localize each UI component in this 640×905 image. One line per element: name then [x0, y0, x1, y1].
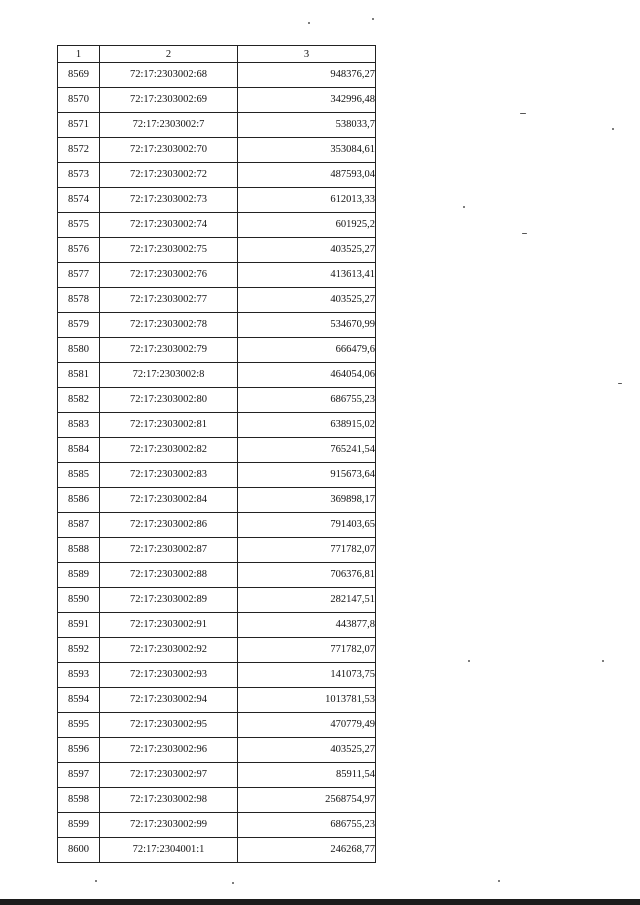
table-row [58, 138, 376, 163]
value-cell: 538033,7 [238, 113, 376, 138]
value-cell: 487593,04 [238, 163, 376, 188]
value-cell: 1013781,53 [238, 688, 376, 713]
header-row [58, 46, 376, 63]
cadastral-number-cell: 72:17:2303002:96 [100, 738, 238, 763]
table-row [58, 613, 376, 638]
value-cell: 141073,75 [238, 663, 376, 688]
cadastral-number-cell: 72:17:2304001:1 [100, 838, 238, 863]
value-cell: 2568754,97 [238, 788, 376, 813]
cadastral-number-cell: 72:17:2303002:82 [100, 438, 238, 463]
row-number-cell: 8600 [58, 838, 100, 863]
cadastral-number-cell: 72:17:2303002:86 [100, 513, 238, 538]
row-number-cell: 8593 [58, 663, 100, 688]
value-cell: 464054,06 [238, 363, 376, 388]
value-cell: 443877,8 [238, 613, 376, 638]
cadastral-number-cell: 72:17:2303002:97 [100, 763, 238, 788]
table-row [58, 63, 376, 88]
table-row [58, 163, 376, 188]
table-row [58, 288, 376, 313]
cadastral-number-cell: 72:17:2303002:68 [100, 63, 238, 88]
value-cell: 666479,6 [238, 338, 376, 363]
table-row [58, 338, 376, 363]
scan-border [0, 899, 640, 905]
row-number-cell: 8578 [58, 288, 100, 313]
row-number-cell: 8571 [58, 113, 100, 138]
column-header-2: 2 [100, 46, 238, 63]
table-row [58, 113, 376, 138]
table-row [58, 263, 376, 288]
scan-speck [468, 660, 470, 662]
cadastral-number-cell: 72:17:2303002:87 [100, 538, 238, 563]
value-cell: 413613,41 [238, 263, 376, 288]
table-row [58, 413, 376, 438]
table-header [58, 46, 376, 63]
scan-speck [602, 660, 604, 662]
cadastral-number-cell: 72:17:2303002:74 [100, 213, 238, 238]
cadastral-number-cell: 72:17:2303002:78 [100, 313, 238, 338]
table-row [58, 488, 376, 513]
row-number-cell: 8570 [58, 88, 100, 113]
table-row [58, 438, 376, 463]
cadastral-number-cell: 72:17:2303002:70 [100, 138, 238, 163]
scan-speck [612, 128, 614, 130]
table-row [58, 588, 376, 613]
value-cell: 470779,49 [238, 713, 376, 738]
table-row [58, 563, 376, 588]
row-number-cell: 8572 [58, 138, 100, 163]
cadastral-number-cell: 72:17:2303002:93 [100, 663, 238, 688]
row-number-cell: 8589 [58, 563, 100, 588]
value-cell: 353084,61 [238, 138, 376, 163]
row-number-cell: 8579 [58, 313, 100, 338]
value-cell: 601925,2 [238, 213, 376, 238]
column-header-1: 1 [58, 46, 100, 63]
row-number-cell: 8575 [58, 213, 100, 238]
scan-speck [95, 880, 97, 882]
row-number-cell: 8577 [58, 263, 100, 288]
value-cell: 765241,54 [238, 438, 376, 463]
scan-speck [520, 113, 526, 114]
cadastral-number-cell: 72:17:2303002:80 [100, 388, 238, 413]
table-row [58, 363, 376, 388]
cadastral-number-cell: 72:17:2303002:77 [100, 288, 238, 313]
value-cell: 403525,27 [238, 288, 376, 313]
table-row [58, 663, 376, 688]
column-header-3: 3 [238, 46, 376, 63]
row-number-cell: 8576 [58, 238, 100, 263]
cadastral-number-cell: 72:17:2303002:73 [100, 188, 238, 213]
table-row [58, 238, 376, 263]
table-row [58, 463, 376, 488]
table-row [58, 838, 376, 863]
cadastral-number-cell: 72:17:2303002:91 [100, 613, 238, 638]
table-row [58, 738, 376, 763]
cadastral-number-cell: 72:17:2303002:99 [100, 813, 238, 838]
value-cell: 771782,07 [238, 638, 376, 663]
row-number-cell: 8583 [58, 413, 100, 438]
cadastral-number-cell: 72:17:2303002:94 [100, 688, 238, 713]
cadastral-number-cell: 72:17:2303002:69 [100, 88, 238, 113]
cadastral-number-cell: 72:17:2303002:76 [100, 263, 238, 288]
value-cell: 342996,48 [238, 88, 376, 113]
row-number-cell: 8587 [58, 513, 100, 538]
row-number-cell: 8586 [58, 488, 100, 513]
table-row [58, 638, 376, 663]
row-number-cell: 8591 [58, 613, 100, 638]
table-row [58, 513, 376, 538]
row-number-cell: 8573 [58, 163, 100, 188]
value-cell: 612013,33 [238, 188, 376, 213]
row-number-cell: 8569 [58, 63, 100, 88]
cadastral-number-cell: 72:17:2303002:79 [100, 338, 238, 363]
cadastral-number-cell: 72:17:2303002:81 [100, 413, 238, 438]
cadastral-number-cell: 72:17:2303002:98 [100, 788, 238, 813]
value-cell: 403525,27 [238, 238, 376, 263]
cadastral-number-cell: 72:17:2303002:92 [100, 638, 238, 663]
value-cell: 534670,99 [238, 313, 376, 338]
row-number-cell: 8590 [58, 588, 100, 613]
value-cell: 85911,54 [238, 763, 376, 788]
scan-speck [372, 18, 374, 20]
value-cell: 282147,51 [238, 588, 376, 613]
table-row [58, 88, 376, 113]
row-number-cell: 8574 [58, 188, 100, 213]
table-row [58, 713, 376, 738]
value-cell: 706376,81 [238, 563, 376, 588]
cadastral-number-cell: 72:17:2303002:8 [100, 363, 238, 388]
row-number-cell: 8584 [58, 438, 100, 463]
row-number-cell: 8599 [58, 813, 100, 838]
cadastral-number-cell: 72:17:2303002:72 [100, 163, 238, 188]
value-cell: 771782,07 [238, 538, 376, 563]
cadastral-number-cell: 72:17:2303002:7 [100, 113, 238, 138]
table-body [58, 63, 376, 863]
cadastral-number-cell: 72:17:2303002:89 [100, 588, 238, 613]
scan-speck [498, 880, 500, 882]
scan-speck [618, 383, 622, 384]
data-table [57, 45, 376, 863]
cadastral-number-cell: 72:17:2303002:84 [100, 488, 238, 513]
row-number-cell: 8594 [58, 688, 100, 713]
cadastral-number-cell: 72:17:2303002:95 [100, 713, 238, 738]
cadastral-number-cell: 72:17:2303002:83 [100, 463, 238, 488]
table-row [58, 213, 376, 238]
table-row [58, 763, 376, 788]
value-cell: 915673,64 [238, 463, 376, 488]
row-number-cell: 8582 [58, 388, 100, 413]
row-number-cell: 8585 [58, 463, 100, 488]
table-row [58, 188, 376, 213]
row-number-cell: 8598 [58, 788, 100, 813]
table-row [58, 313, 376, 338]
value-cell: 791403,65 [238, 513, 376, 538]
row-number-cell: 8580 [58, 338, 100, 363]
value-cell: 686755,23 [238, 388, 376, 413]
row-number-cell: 8592 [58, 638, 100, 663]
value-cell: 403525,27 [238, 738, 376, 763]
cadastral-number-cell: 72:17:2303002:88 [100, 563, 238, 588]
scan-speck [308, 22, 310, 24]
table-row [58, 688, 376, 713]
value-cell: 638915,02 [238, 413, 376, 438]
table-row [58, 788, 376, 813]
value-cell: 686755,23 [238, 813, 376, 838]
table-row [58, 538, 376, 563]
scan-speck [463, 206, 465, 208]
value-cell: 369898,17 [238, 488, 376, 513]
scan-speck [232, 882, 234, 884]
row-number-cell: 8581 [58, 363, 100, 388]
value-cell: 948376,27 [238, 63, 376, 88]
table-row [58, 813, 376, 838]
value-cell: 246268,77 [238, 838, 376, 863]
table-row [58, 388, 376, 413]
row-number-cell: 8588 [58, 538, 100, 563]
scan-speck [522, 233, 527, 234]
row-number-cell: 8597 [58, 763, 100, 788]
row-number-cell: 8596 [58, 738, 100, 763]
row-number-cell: 8595 [58, 713, 100, 738]
cadastral-number-cell: 72:17:2303002:75 [100, 238, 238, 263]
